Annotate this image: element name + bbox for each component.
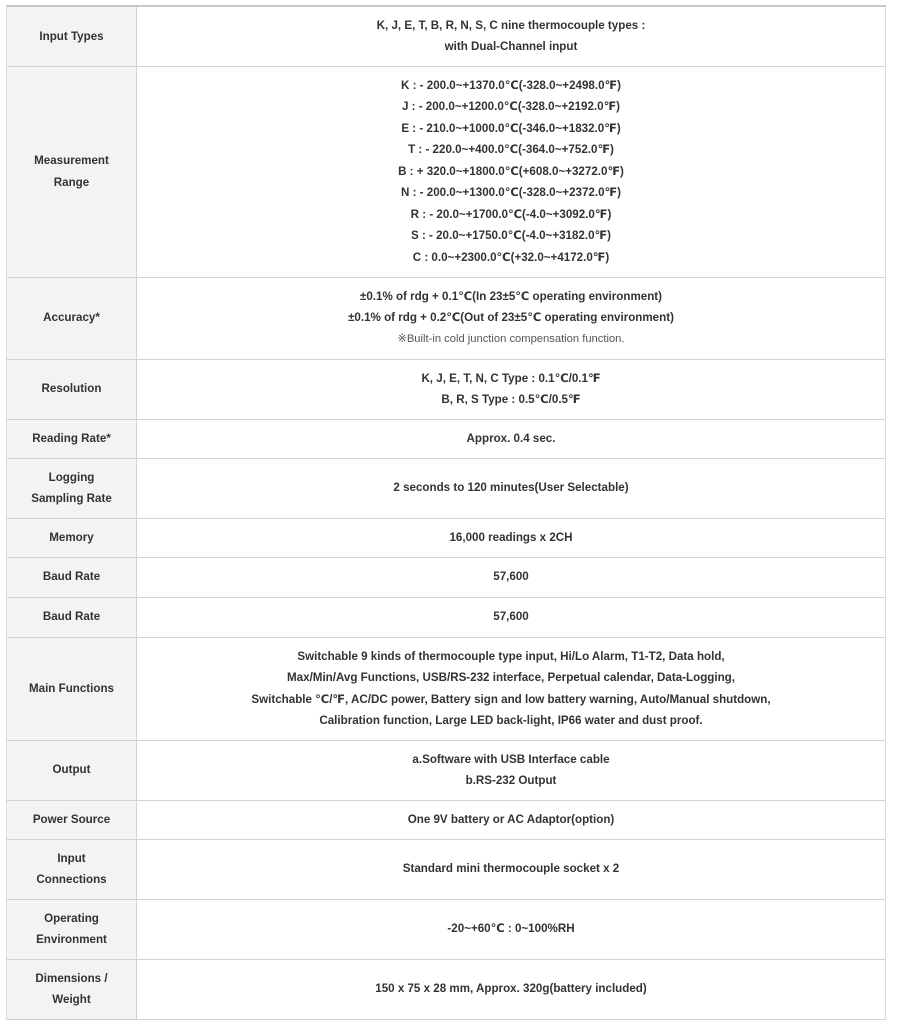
spec-label-text: Weight: [52, 993, 91, 1006]
spec-label-text: Baud Rate: [42, 570, 101, 584]
spec-label-text: Input Types: [39, 29, 104, 43]
spec-row: [7, 637, 886, 740]
spec-label-cell: [7, 419, 137, 458]
spec-value-text: E : - 210.0~+1000.0℃(-346.0~+1832.0℉): [401, 121, 621, 135]
spec-value-text: J : - 200.0~+1200.0℃(-328.0~+2192.0℉): [401, 100, 621, 114]
spec-label-text: Measurement: [34, 154, 109, 167]
spec-value-cell: [137, 637, 886, 740]
spec-value-text: Max/Min/Avg Functions, USB/RS-232 interface, Perpetual calendar, Data-Logging,: [287, 671, 735, 684]
spec-row: [7, 800, 886, 839]
spec-value-text: Switchable ℃/℉, AC/DC power, Battery sign and low battery warning, Auto/Manual shutdown,: [251, 692, 771, 706]
spec-label-cell: [7, 839, 137, 899]
spec-label-text: Range: [53, 175, 90, 189]
spec-label-cell: [7, 277, 137, 359]
spec-value-text: K : - 200.0~+1370.0℃(-328.0~+2498.0℉): [400, 78, 621, 92]
spec-value-text: 2 seconds to 120 minutes(User Selectable): [393, 481, 629, 495]
spec-value-cell: [137, 557, 886, 597]
spec-row: [7, 419, 886, 458]
spec-label-text: Operating: [44, 911, 99, 925]
spec-value-text: R : - 20.0~+1700.0℃(-4.0~+3092.0℉): [410, 207, 612, 221]
spec-row: [7, 597, 886, 637]
spec-label-cell: [7, 740, 137, 800]
spec-value-text: B : + 320.0~+1800.0℃(+608.0~+3272.0℉): [398, 164, 624, 178]
spec-row: [7, 359, 886, 419]
spec-label-text: Input: [57, 851, 86, 865]
spec-label-cell: [7, 800, 137, 839]
spec-table-body: [7, 6, 886, 1019]
spec-value-text: b.RS-232 Output: [465, 774, 557, 787]
spec-value-cell: [137, 839, 886, 899]
spec-value-text: 150 x 75 x 28 mm, Approx. 320g(battery included): [375, 982, 647, 996]
spec-value-note: ※Built-in cold junction compensation function.: [397, 332, 625, 345]
spec-value-cell: [137, 277, 886, 359]
spec-table: [6, 5, 886, 1020]
spec-value-text: 16,000 readings x 2CH: [449, 530, 573, 544]
spec-value-text: S : - 20.0~+1750.0℃(-4.0~+3182.0℉): [410, 229, 612, 243]
spec-label-text: Dimensions /: [35, 971, 108, 985]
spec-value-text: Calibration function, Large LED back-light, IP66 water and dust proof.: [319, 714, 703, 727]
spec-value-cell: [137, 6, 886, 66]
spec-label-text: Baud Rate: [42, 610, 101, 624]
spec-value-text: C : 0.0~+2300.0℃(+32.0~+4172.0℉): [412, 250, 610, 264]
spec-label-text: Accuracy*: [43, 311, 100, 325]
spec-value-cell: [137, 800, 886, 839]
spec-value-text: ±0.1% of rdg + 0.2℃(Out of 23±5℃ operating environment): [348, 311, 674, 325]
spec-label-text: Environment: [36, 933, 107, 946]
spec-value-text: K, J, E, T, B, R, N, S, C nine thermocouple types :: [376, 18, 646, 32]
spec-value-text: K, J, E, T, N, C Type : 0.1℃/0.1℉: [421, 371, 601, 385]
spec-row: [7, 6, 886, 66]
spec-label-cell: [7, 359, 137, 419]
spec-label-text: Logging: [48, 470, 95, 484]
spec-value-cell: [137, 899, 886, 959]
spec-value-cell: [137, 518, 886, 557]
spec-value-text: Standard mini thermocouple socket x 2: [402, 862, 620, 876]
spec-label-cell: [7, 66, 137, 277]
spec-label-cell: [7, 518, 137, 557]
spec-value-cell: [137, 359, 886, 419]
spec-value-text: Switchable 9 kinds of thermocouple type input, Hi/Lo Alarm, T1-T2, Data hold,: [297, 649, 725, 663]
spec-label-text: Reading Rate*: [32, 431, 111, 445]
spec-row: [7, 839, 886, 899]
spec-value-cell: [137, 458, 886, 518]
spec-label-text: Resolution: [41, 382, 102, 396]
spec-row: [7, 899, 886, 959]
spec-value-text: 57,600: [493, 570, 529, 584]
spec-label-cell: [7, 458, 137, 518]
spec-label-text: Connections: [36, 873, 107, 886]
spec-row: [7, 66, 886, 277]
spec-value-text: a.Software with USB Interface cable: [412, 752, 610, 766]
spec-value-text: One 9V battery or AC Adaptor(option): [407, 812, 615, 826]
spec-value-text: N : - 200.0~+1300.0℃(-328.0~+2372.0℉): [400, 186, 621, 200]
spec-value-text: with Dual-Channel input: [444, 40, 578, 54]
spec-row: [7, 740, 886, 800]
spec-label-cell: [7, 557, 137, 597]
spec-label-cell: [7, 597, 137, 637]
spec-value-cell: [137, 740, 886, 800]
spec-row: [7, 277, 886, 359]
spec-label-text: Power Source: [32, 812, 111, 826]
spec-value-cell: [137, 597, 886, 637]
spec-value-text: T : - 220.0~+400.0℃(-364.0~+752.0℉): [408, 143, 614, 157]
spec-label-cell: [7, 6, 137, 66]
spec-value-text: Approx. 0.4 sec.: [466, 431, 556, 445]
spec-value-cell: [137, 959, 886, 1019]
spec-label-text: Output: [52, 763, 91, 777]
spec-value-text: ±0.1% of rdg + 0.1℃(In 23±5℃ operating environment): [359, 289, 663, 303]
spec-label-text: Sampling Rate: [31, 492, 112, 505]
spec-label-cell: [7, 959, 137, 1019]
spec-value-cell: [137, 419, 886, 458]
spec-row: [7, 518, 886, 557]
spec-label-cell: [7, 899, 137, 959]
spec-label-text: Memory: [49, 530, 94, 544]
spec-value-cell: [137, 66, 886, 277]
spec-row: [7, 959, 886, 1019]
spec-value-text: B, R, S Type : 0.5℃/0.5℉: [441, 393, 581, 406]
spec-row: [7, 458, 886, 518]
spec-label-text: Main Functions: [28, 681, 115, 695]
spec-row: [7, 557, 886, 597]
spec-label-cell: [7, 637, 137, 740]
spec-value-text: 57,600: [493, 610, 529, 624]
spec-value-text: -20~+60℃ : 0~100%RH: [447, 922, 575, 936]
